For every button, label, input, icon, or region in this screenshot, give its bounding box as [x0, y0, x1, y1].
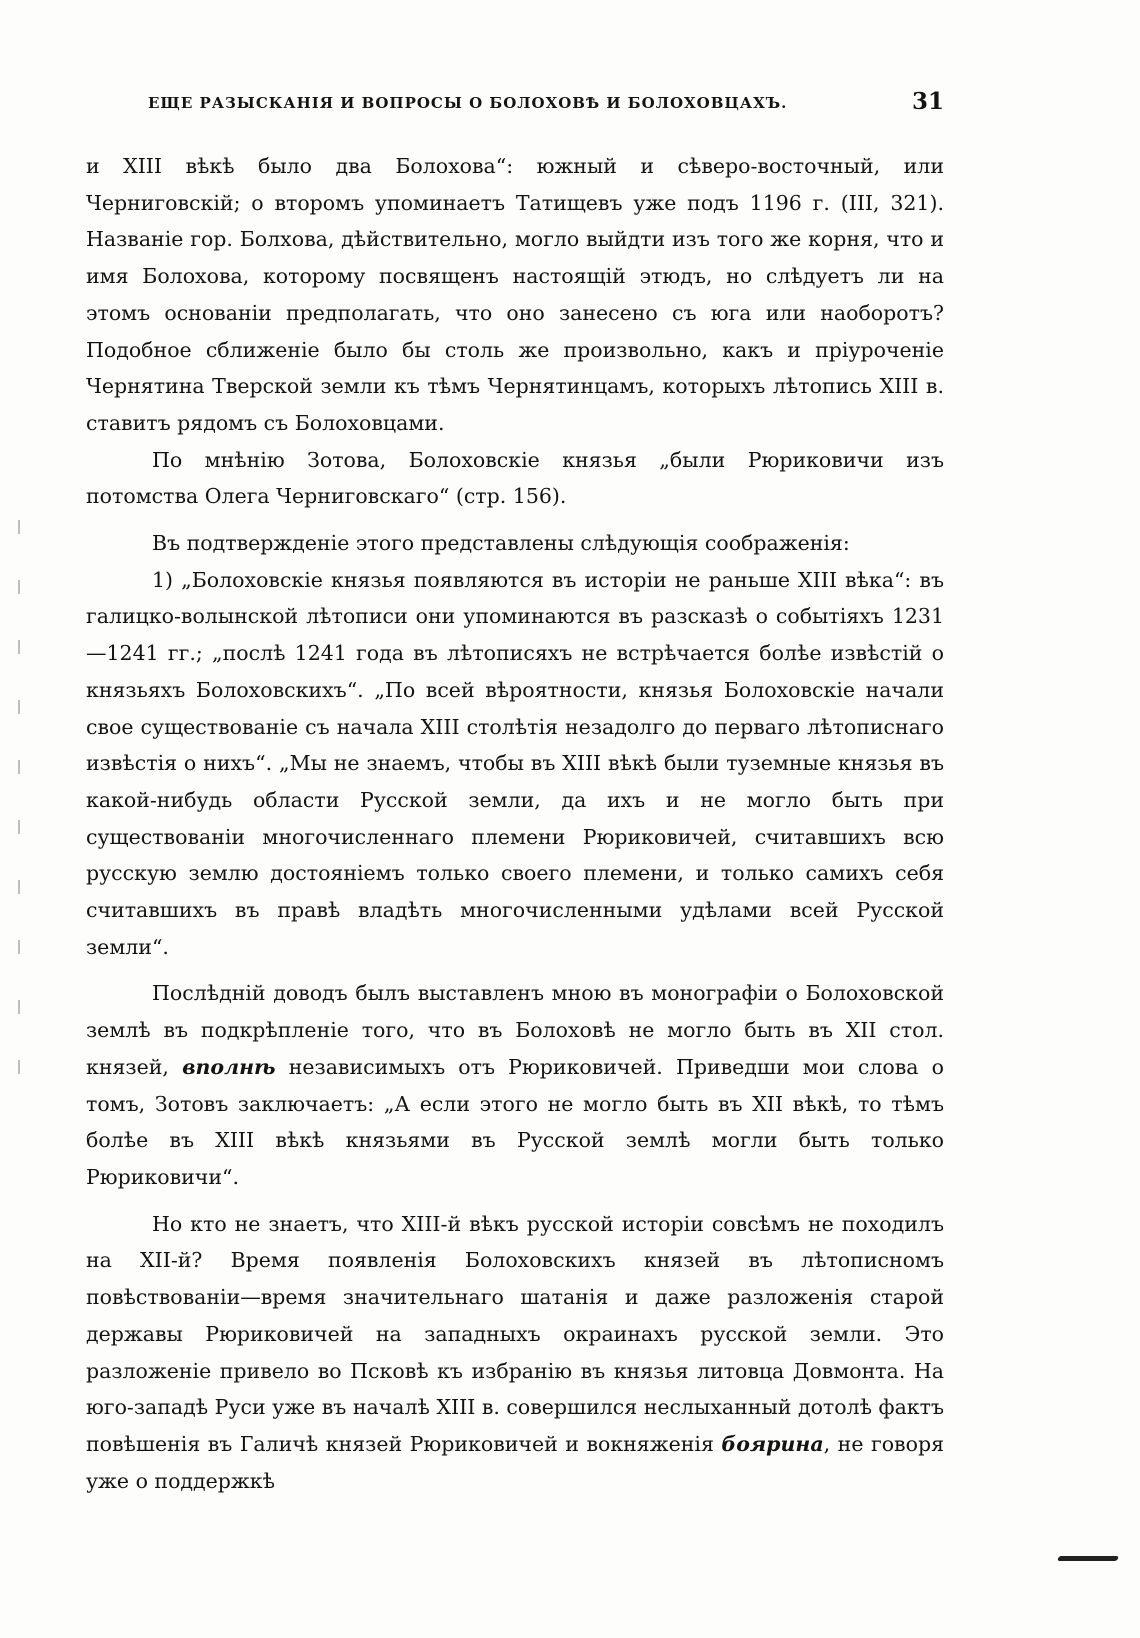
- paragraph-text: По мнѣнію Зотова, Болоховскіе князья „были Рюриковичи изъ потомства Олега Черниговскаго“ (стр. 156).: [86, 447, 944, 509]
- italic-word: вполнѣ: [182, 1054, 276, 1079]
- italic-word: боярина: [721, 1431, 824, 1456]
- paragraph-continuation: [86, 148, 944, 442]
- paragraph-text: 1) „Болоховскіе князья появляются въ исторіи не раньше XIII вѣка“: въ галицко-волынской лѣтописи они упоминаются въ разсказѣ о событіяхъ 1231—1241 гг.; „послѣ 1241 года въ лѣтописяхъ не встрѣчается болѣе извѣстій о князьяхъ Болоховскихъ“. „По всей вѣроятности, князья Болоховскіе начали свое существованіе съ начала XIII столѣтія незадолго до перваго лѣтописнаго извѣстія о нихъ“. „Мы не знаемъ, чтобы въ XIII вѣкѣ были туземные князья въ какой-нибудь области Русской земли, да ихъ и не могло быть при существованіи многочисленнаго племени Рюриковичей, считавшихъ всю русскую землю достояніемъ только своего племени, и только самихъ себя считавшихъ въ правѣ владѣть многочисленными удѣлами всей Русской земли“.: [86, 567, 944, 959]
- paragraph-considerations: [86, 525, 944, 562]
- paragraph-text: Но кто не знаетъ, что XIII-й вѣкъ русской исторіи совсѣмъ не походилъ на XII-й? Время появленія Болоховскихъ князей въ лѣтописномъ повѣствованіи—время значительнаго шатанія и даже разложенія старой державы Рюриковичей на западныхъ окраинахъ русской земли. Это разложеніе привело во Псковѣ къ избранію въ князья литовца Довмонта. На юго-западѣ Руси уже въ началѣ XIII в. совершился неслыханный дотолѣ фактъ повѣшенія въ Галичѣ князей Рюриковичей и вокняженія: [86, 1211, 944, 1456]
- paragraph-last-argument: [86, 975, 944, 1195]
- page-number: 31: [911, 88, 944, 115]
- paragraph-thirteenth-century: [86, 1206, 944, 1500]
- running-title: ЕЩЕ РАЗЫСКАНІЯ И ВОПРОСЫ О БОЛОХОВѢ И БОЛОХОВЦАХЪ.: [148, 94, 788, 112]
- paragraph-zotov-opinion: [86, 442, 944, 515]
- paragraph-text: Послѣдній доводъ былъ выставленъ мною въ монографіи о Болоховской землѣ въ подкрѣпленіе того, что въ Болоховѣ не могло быть въ XII стол. князей,: [86, 981, 944, 1079]
- paragraph-text: независимыхъ отъ Рюриковичей. Приведши мои слова о томъ, Зотовъ заключаетъ: „А если этого не могло быть въ XII вѣкѣ, то тѣмъ болѣе въ XIII вѣкѣ князьями въ Русской землѣ могли быть только Рюриковичи“.: [86, 1054, 944, 1189]
- running-header: [86, 88, 944, 122]
- scan-edge-mark: [1057, 1556, 1119, 1561]
- paragraph-text: и XIII вѣкѣ было два Болохова“: южный и сѣверо-восточный, или Черниговскій; о второмъ упоминаетъ Татищевъ уже подъ 1196 г. (III, 321). Названіе гор. Болхова, дѣйствительно, могло выйдти изъ того же корня, что и имя Болохова, которому посвященъ настоящій этюдъ, но слѣдуетъ ли на этомъ основаніи предполагать, что оно занесено съ юга или наоборотъ? Подобное сближеніе было бы столь же произвольно, какъ и пріуроченіе Чернятина Тверской земли къ тѣмъ Чернятинцамъ, которыхъ лѣтопись XIII в. ставитъ рядомъ съ Болоховцами.: [86, 154, 944, 435]
- paragraph-text: , не говоря уже о поддержкѣ: [86, 1431, 944, 1493]
- body-text: [86, 148, 944, 1499]
- paragraph-point-one: [86, 562, 944, 966]
- paragraph-text: Въ подтвержденіе этого представлены слѣдующія соображенія:: [152, 531, 850, 556]
- scan-margin-marks: [18, 520, 20, 1080]
